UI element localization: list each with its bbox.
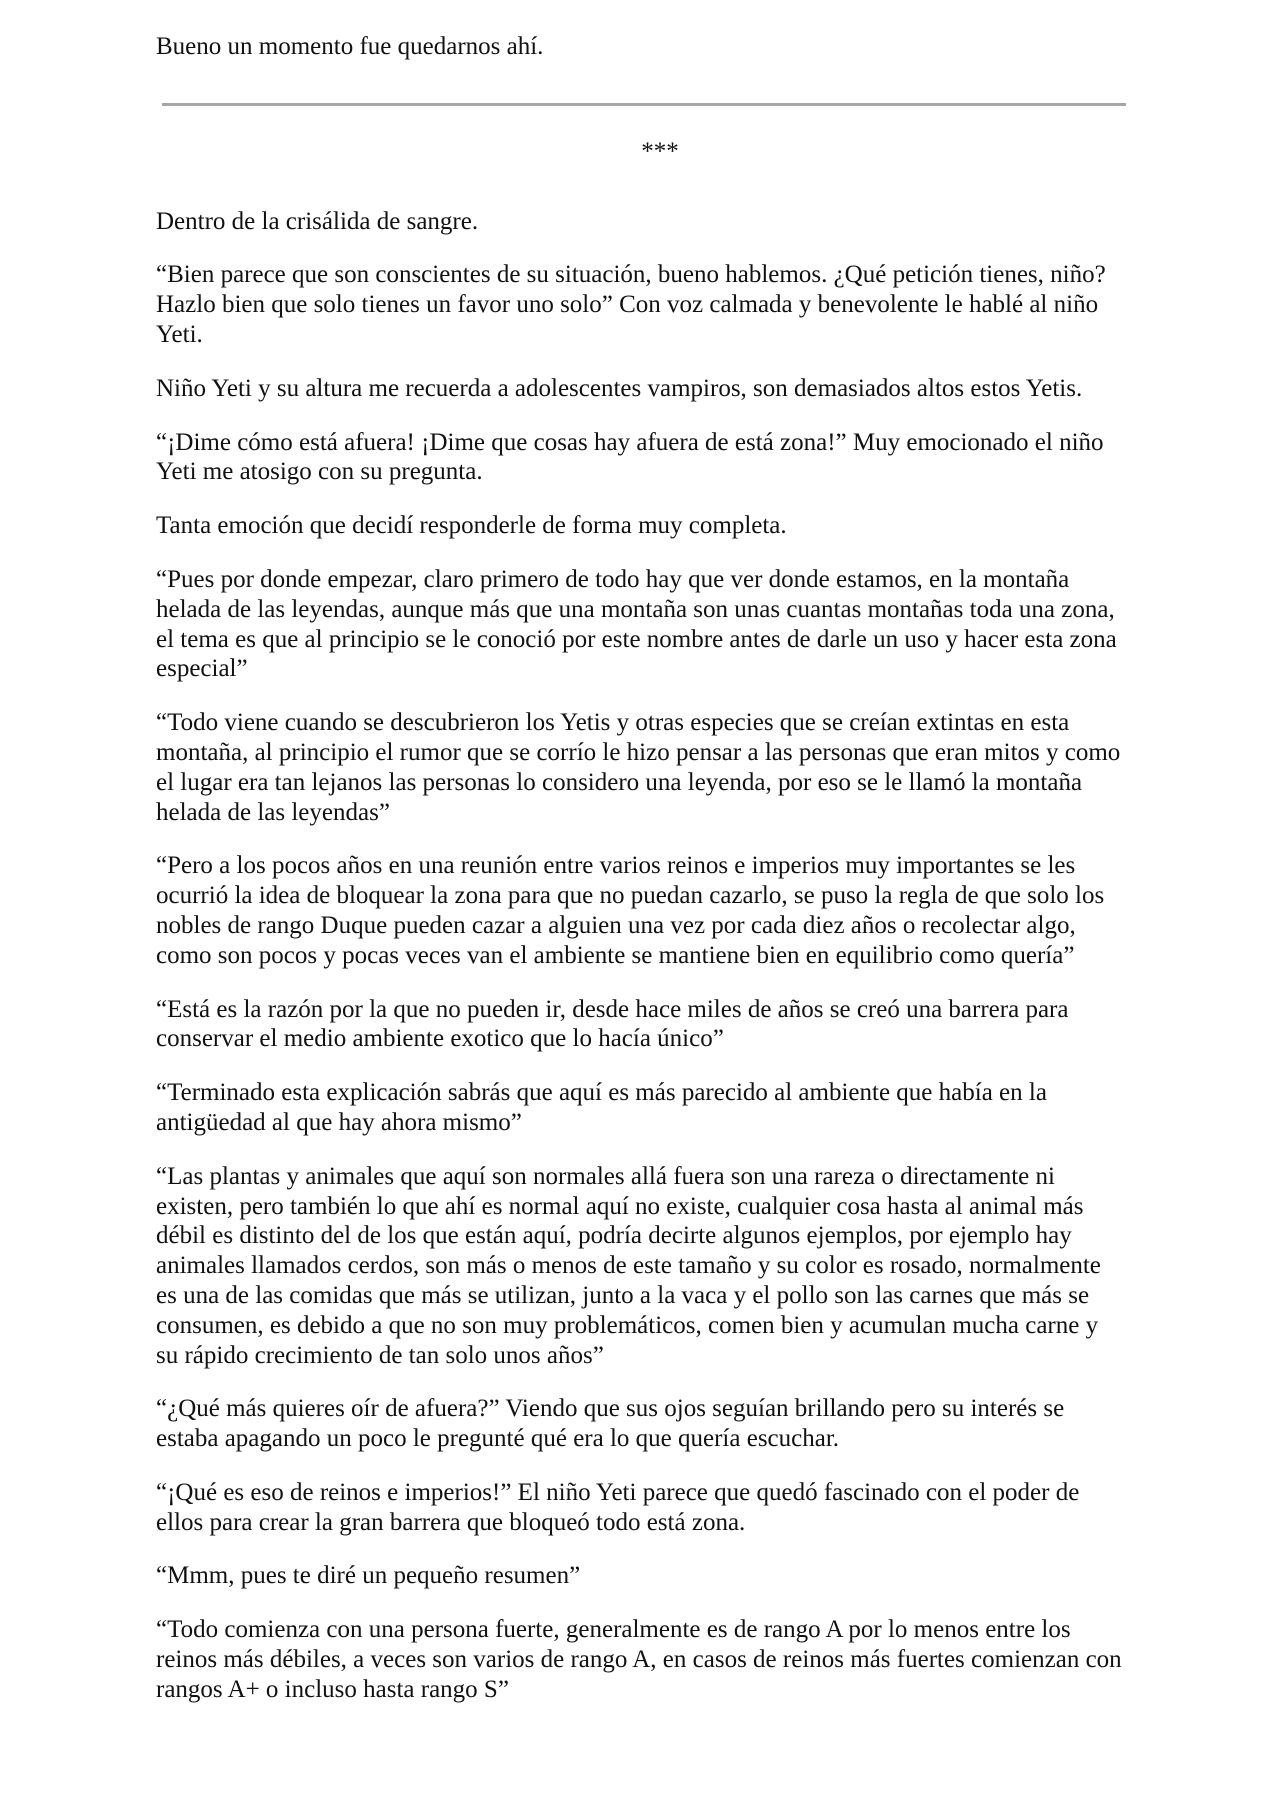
horizontal-divider [162, 103, 1126, 106]
paragraph: Dentro de la crisálida de sangre. [156, 207, 479, 235]
paragraph: “Está es la razón por la que no pueden ir, desde hace miles de años se creó una barrera para conservar el medio ambiente exotico que lo hacía único” [156, 995, 1069, 1053]
paragraph: Niño Yeti y su altura me recuerda a adolescentes vampiros, son demasiados altos estos Yetis. [156, 374, 1083, 402]
opening-line: Bueno un momento fue quedarnos ahí. [156, 33, 544, 60]
paragraph: “Todo viene cuando se descubrieron los Yetis y otras especies que se creían extintas en esta montaña, al principio el rumor que se corrío le hizo pensar a las personas que eran mitos y como el lugar era tan lejanos las personas lo considero una leyenda, por eso se le llamó la montaña helada de las leyendas” [156, 709, 1121, 826]
paragraph: “Las plantas y animales que aquí son normales allá fuera son una rareza o directamente ni existen, pero también lo que ahí es normal aquí no existe, cualquier cosa hasta al animal más débil es distinto del de los que están aquí, podría decirte algunos ejemplos, por ejemplo hay animales llamados cerdos, son más o menos de este tamaño y su color es rosado, normalmente es una de las comidas que más se utilizan, junto a la vaca y el pollo son las carnes que más se consumen, es debido a que no son muy problemáticos, comen bien y acumulan mucha carne y su rápido crecimiento de tan solo unos años” [156, 1162, 1101, 1369]
paragraph: “Pero a los pocos años en una reunión entre varios reinos e imperios muy importantes se les ocurrió la idea de bloquear la zona para que no puedan cazarlo, se puso la regla de que solo los nobles de rango Duque pueden cazar a alguien una vez por cada diez años o recolectar algo, como son pocos y pocas veces van el ambiente se mantiene bien en equilibrio como quería” [156, 852, 1105, 969]
paragraph: “Terminado esta explicación sabrás que aquí es más parecido al ambiente que había en la antigüedad al que hay ahora mismo” [156, 1079, 1047, 1136]
section-separator: *** [641, 137, 679, 165]
paragraph: “¡Qué es eso de reinos e imperios!” El niño Yeti parece que quedó fascinado con el poder de ellos para crear la gran barrera que bloqueó todo está zona. [156, 1478, 1080, 1536]
document-body [156, 32, 1124, 1729]
paragraph: Tanta emoción que decidí responderle de forma muy completa. [156, 512, 787, 540]
paragraph: “¿Qué más quieres oír de afuera?” Viendo que sus ojos seguían brillando pero su interés se estaba apagando un poco le pregunté qué era lo que quería escuchar. [156, 1395, 1065, 1453]
paragraph: “Mmm, pues te diré un pequeño resumen” [156, 1562, 581, 1590]
paragraph: “Bien parece que son conscientes de su situación, bueno hablemos. ¿Qué petición tienes, niño? Hazlo bien que solo tienes un favor uno solo” Con voz calmada y benevolente le hablé al niño Yeti. [156, 261, 1106, 348]
paragraph: “¡Dime cómo está afuera! ¡Dime que cosas hay afuera de está zona!” Muy emocionado el niño Yeti me atosigo con su pregunta. [156, 428, 1104, 486]
paragraph: “Pues por donde empezar, claro primero de todo hay que ver donde estamos, en la montaña helada de las leyendas, aunque más que una montaña son unas cuantas montañas toda una zona, el tema es que al principio se le conoció por este nombre antes de darle un uso y hacer esta zona especial” [156, 565, 1117, 683]
paragraph: “Todo comienza con una persona fuerte, generalmente es de rango A por lo menos entre los reinos más débiles, a veces son varios de rango A, en casos de reinos más fuertes comienzan con rangos A+ o incluso hasta rango S” [156, 1616, 1122, 1703]
